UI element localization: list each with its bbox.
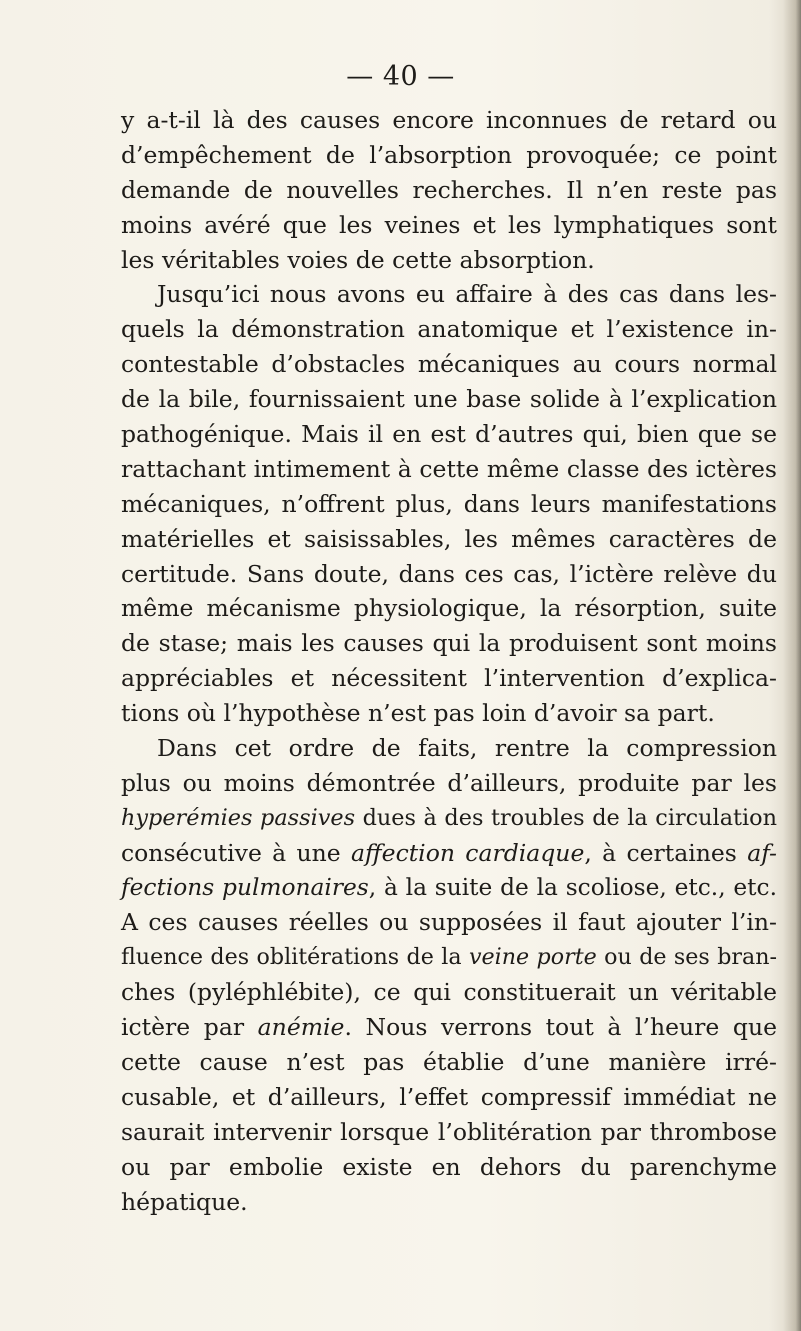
line-text: même mécanisme physiologique, la résorption, suite xyxy=(121,594,777,623)
line-text: de la bile, fournissaient une base solide à l’explication xyxy=(121,385,777,414)
text-line xyxy=(121,1115,777,1150)
line-text: appréciables et nécessitent l’intervention d’explica- xyxy=(121,664,777,693)
line-text: ches (pyléphlébite), ce qui constituerait un véritable xyxy=(121,978,777,1007)
line-text: y a-t-il là des causes encore inconnues de retard ou xyxy=(121,106,777,134)
text-line xyxy=(121,522,777,557)
line-text: consécutive à une xyxy=(121,838,351,867)
line-text: rattachant intimement à cette même classe des ictères xyxy=(121,454,777,483)
text-line xyxy=(121,347,777,382)
text-line xyxy=(121,417,777,452)
text-line xyxy=(121,871,777,906)
line-text: . Nous verrons tout à l’heure que xyxy=(344,1013,777,1042)
line-text: ou par embolie existe en dehors du parenchyme xyxy=(121,1152,777,1181)
line-text: dues à des troubles de la circulation xyxy=(355,804,777,831)
italic-term: af- xyxy=(747,838,777,867)
line-text: ou de ses bran- xyxy=(596,944,778,971)
body-text xyxy=(121,103,777,1220)
line-text: quels la démonstration anatomique et l’existence in- xyxy=(121,315,777,344)
line-text: , à certaines xyxy=(584,838,748,867)
line-text: plus ou moins démontrée d’ailleurs, produite par les xyxy=(121,768,777,797)
text-line xyxy=(121,696,777,731)
line-text: hépatique. xyxy=(121,1187,248,1216)
text-line xyxy=(121,940,777,975)
line-text: matérielles et saisissables, les mêmes caractères de xyxy=(121,524,777,553)
text-line xyxy=(121,452,777,487)
line-text: les véritables voies de cette absorption. xyxy=(121,245,595,274)
line-text: moins avéré que les veines et les lymphatiques sont xyxy=(121,210,777,239)
text-line xyxy=(121,487,777,522)
italic-term: veine porte xyxy=(469,944,597,971)
line-text: saurait intervenir lorsque l’oblitération par thrombose xyxy=(121,1117,777,1146)
line-text: de stase; mais les causes qui la produisent sont moins xyxy=(121,629,777,658)
line-text: tions où l’hypothèse n’est pas loin d’avoir sa part. xyxy=(121,699,715,728)
text-line xyxy=(121,243,777,278)
line-text: ictère par xyxy=(121,1013,258,1042)
italic-term: affection cardiaque xyxy=(351,838,585,867)
text-line xyxy=(121,1185,777,1220)
italic-term: hyperémies passives xyxy=(121,804,356,831)
page-edge-shadow xyxy=(783,0,801,1331)
line-text: cusable, et d’ailleurs, l’effet compressif immédiat ne xyxy=(121,1082,777,1111)
text-line xyxy=(121,661,777,696)
line-text: A ces causes réelles ou supposées il faut ajouter l’in- xyxy=(121,908,777,937)
text-line xyxy=(121,836,777,871)
text-line xyxy=(121,173,777,208)
text-line xyxy=(121,905,777,940)
line-text: d’empêchement de l’absorption provoquée; ce point xyxy=(121,140,777,169)
text-line xyxy=(121,557,777,592)
line-text: Jusqu’ici nous avons eu affaire à des cas dans les- xyxy=(157,280,777,309)
text-line xyxy=(121,138,777,173)
text-line xyxy=(121,312,777,347)
text-line xyxy=(121,1080,777,1115)
line-text: contestable d’obstacles mécaniques au cours normal xyxy=(121,350,777,379)
text-line xyxy=(121,975,777,1010)
line-text: cette cause n’est pas établie d’une manière irré- xyxy=(121,1048,777,1077)
line-text: pathogénique. Mais il en est d’autres qui, bien que se xyxy=(121,420,777,449)
italic-term: fections pulmonaires xyxy=(121,873,369,901)
line-text: Dans cet ordre de faits, rentre la compression xyxy=(157,734,777,763)
paragraph-start-line xyxy=(121,277,777,312)
text-line xyxy=(121,1010,777,1045)
line-text: certitude. Sans doute, dans ces cas, l’ictère relève du xyxy=(121,559,777,588)
paragraph-start-line xyxy=(121,731,777,766)
text-line xyxy=(121,382,777,417)
text-line xyxy=(121,103,777,138)
text-line xyxy=(121,591,777,626)
text-line xyxy=(121,801,777,836)
line-text: mécaniques, n’offrent plus, dans leurs manifestations xyxy=(121,489,777,518)
text-line xyxy=(121,208,777,243)
line-text: , à la suite de la scoliose, etc., etc. xyxy=(368,873,778,901)
text-line xyxy=(121,1045,777,1080)
text-line xyxy=(121,1150,777,1185)
page-number: — 40 — xyxy=(346,61,455,92)
line-text: demande de nouvelles recherches. Il n’en reste pas xyxy=(121,175,777,204)
text-line xyxy=(121,626,777,661)
italic-term: anémie xyxy=(257,1013,345,1042)
text-line xyxy=(121,766,777,801)
line-text: fluence des oblitérations de la xyxy=(121,944,469,971)
